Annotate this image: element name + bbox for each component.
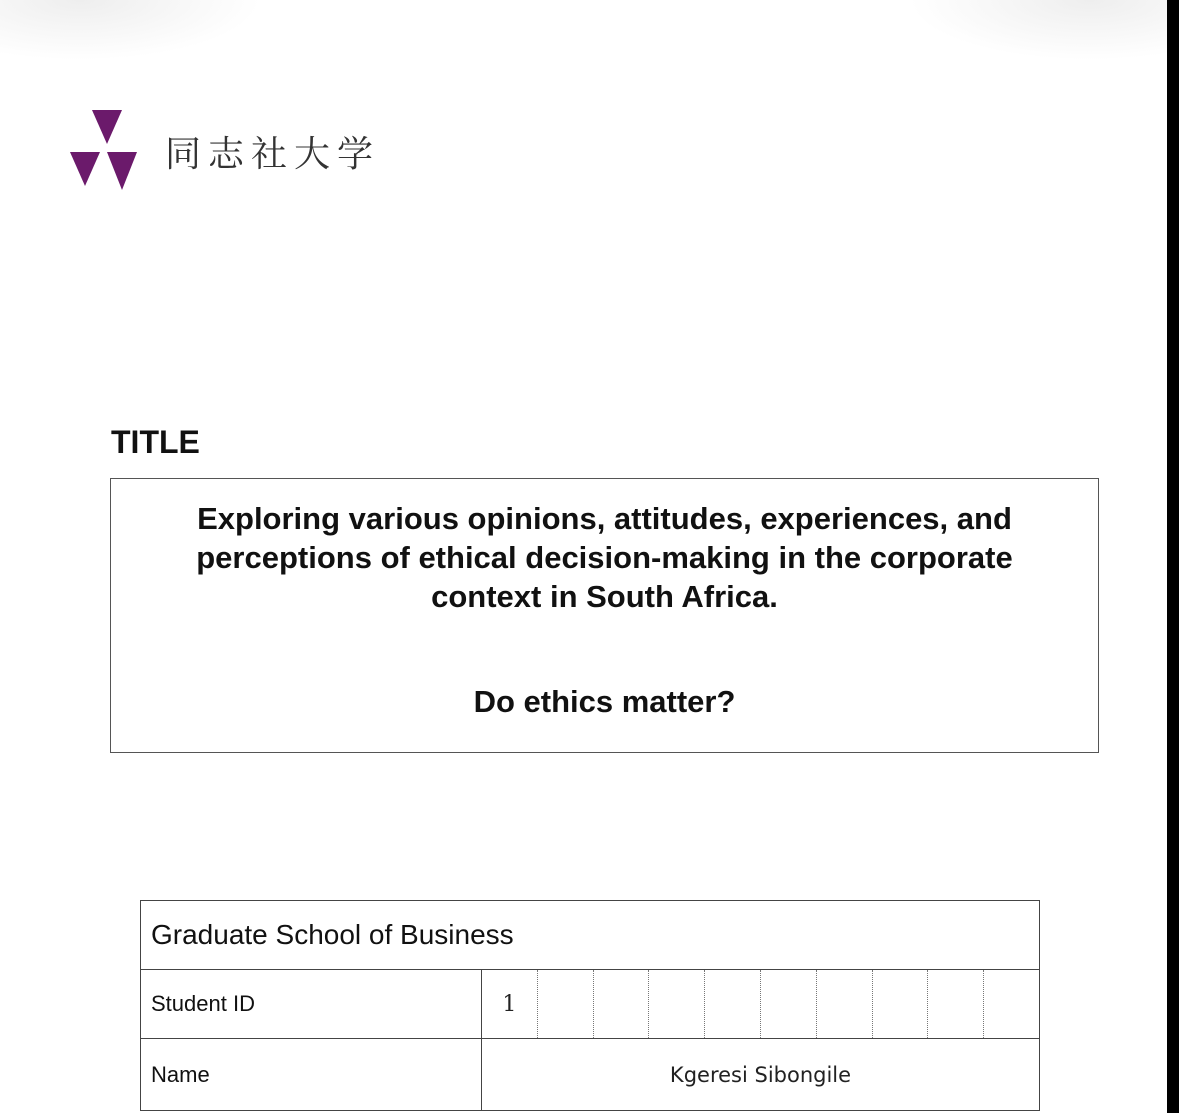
title-label: TITLE	[111, 424, 200, 460]
id-digit	[760, 970, 816, 1038]
university-logo-icon	[70, 110, 144, 192]
thesis-title: Exploring various opinions, attitudes, experiences, and perceptions of ethical decision-making in the corporate context in South Africa.	[196, 501, 1013, 614]
id-digit	[927, 970, 983, 1038]
student-id-field	[482, 970, 1040, 1039]
id-digit	[704, 970, 760, 1038]
title-box	[110, 478, 1099, 753]
top-shadow	[0, 0, 1167, 70]
id-digit	[816, 970, 872, 1038]
school-name: Graduate School of Business	[141, 901, 1040, 970]
name-label: Name	[141, 1039, 482, 1111]
student-id-label: Student ID	[141, 970, 482, 1039]
id-digit: 1	[502, 991, 517, 1017]
scan-edge	[1167, 0, 1179, 1113]
student-name: Kgeresi Sibongile	[482, 1039, 1040, 1111]
id-digit	[648, 970, 704, 1038]
thesis-subtitle: Do ethics matter?	[473, 684, 736, 719]
id-digit	[593, 970, 649, 1038]
id-digit	[872, 970, 928, 1038]
student-info-table	[140, 900, 1040, 1111]
university-name: 同志社大学	[165, 134, 381, 175]
id-digit	[537, 970, 593, 1038]
id-digit	[983, 970, 1039, 1038]
